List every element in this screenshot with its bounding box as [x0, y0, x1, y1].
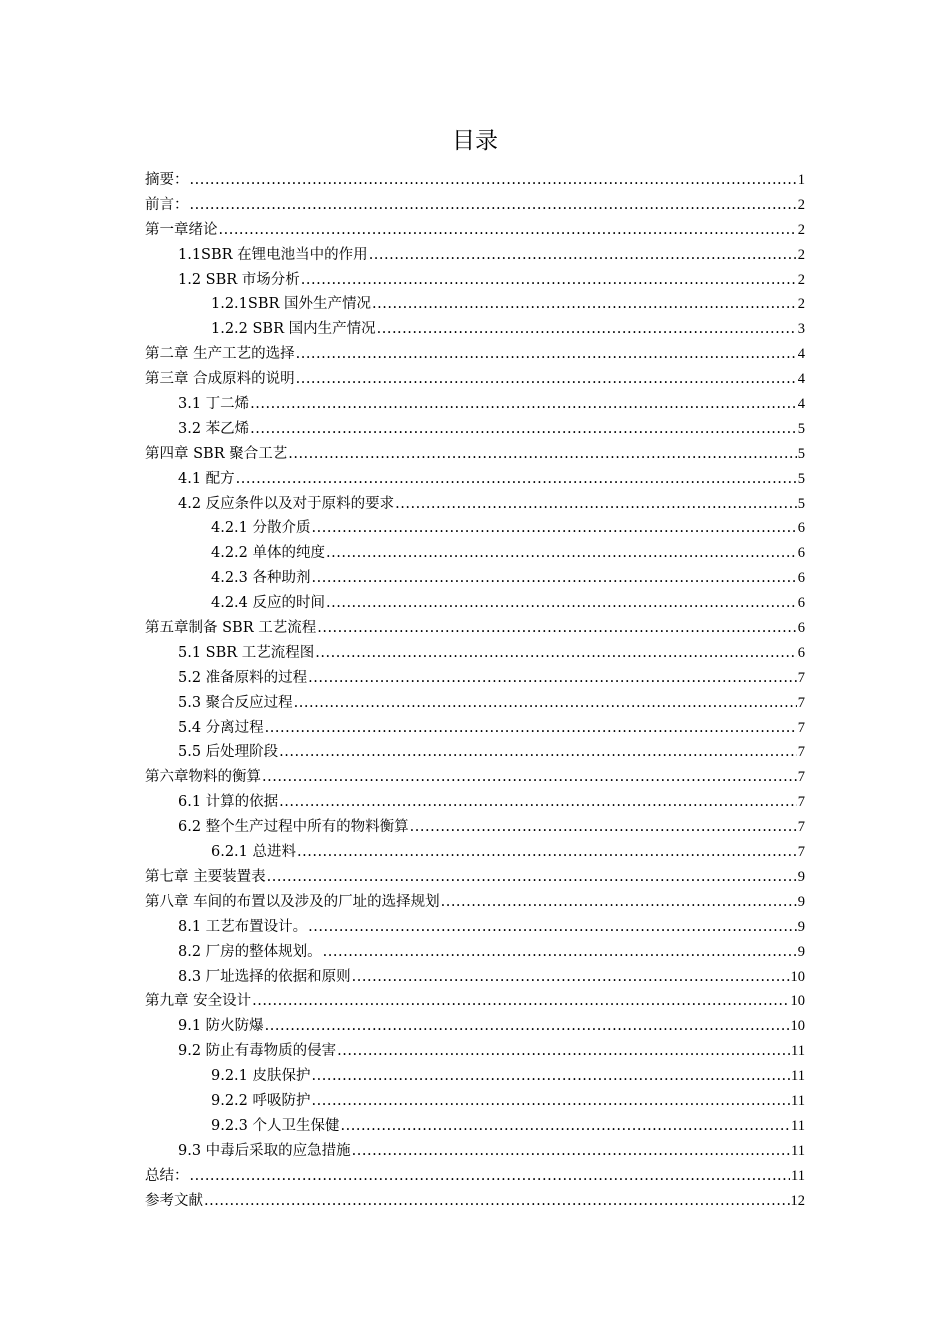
toc-dot-leader	[204, 1189, 790, 1214]
toc-entry-page-number: 3	[797, 321, 805, 338]
toc-entry-label: 第一章绪论	[145, 221, 218, 238]
toc-entry[interactable]	[145, 392, 805, 417]
toc-entry-label: 8.3 厂址选择的依据和原则	[178, 968, 351, 985]
toc-entry-label: 5.5 后处理阶段	[178, 744, 279, 761]
toc-dot-leader	[323, 940, 797, 965]
toc-dot-leader	[190, 193, 797, 218]
toc-entry[interactable]	[145, 1114, 805, 1139]
toc-dot-leader	[279, 790, 797, 815]
toc-dot-leader	[395, 492, 797, 517]
toc-entry-page-number: 9	[797, 918, 805, 935]
toc-entry[interactable]	[145, 516, 805, 541]
toc-entry-label: 4.2.3 各种助剂	[211, 570, 311, 587]
toc-dot-leader	[308, 915, 797, 940]
toc-entry[interactable]	[145, 1189, 805, 1214]
toc-entry[interactable]	[145, 467, 805, 492]
toc-entry-page-number: 9	[797, 893, 805, 910]
toc-entry[interactable]	[145, 740, 805, 765]
toc-entry-page-number: 9	[797, 868, 805, 885]
toc-dot-leader	[236, 467, 797, 492]
toc-entry[interactable]	[145, 417, 805, 442]
toc-entry-label: 第二章 生产工艺的选择	[145, 346, 295, 363]
toc-entry-label: 5.2 准备原料的过程	[178, 669, 308, 686]
toc-entry[interactable]	[145, 591, 805, 616]
toc-entry-page-number: 6	[797, 520, 805, 537]
toc-entry[interactable]	[145, 193, 805, 218]
toc-dot-leader	[296, 342, 797, 367]
toc-entry-label: 第七章 主要装置表	[145, 868, 266, 885]
toc-entry[interactable]	[145, 815, 805, 840]
toc-dot-leader	[294, 691, 797, 716]
toc-dot-leader	[352, 965, 790, 990]
toc-entry-page-number: 6	[797, 570, 805, 587]
toc-entry-page-number: 7	[797, 819, 805, 836]
toc-entry-label: 第三章 合成原料的说明	[145, 371, 295, 388]
toc-entry-page-number: 6	[797, 644, 805, 661]
toc-entry-page-number: 7	[797, 769, 805, 786]
toc-entry[interactable]	[145, 691, 805, 716]
toc-entry-label: 摘要：	[145, 172, 189, 188]
toc-dot-leader	[250, 417, 797, 442]
toc-entry-page-number: 2	[797, 246, 805, 263]
toc-entry[interactable]	[145, 989, 805, 1014]
toc-dot-leader	[312, 1089, 791, 1114]
toc-dot-leader	[288, 442, 797, 467]
toc-entry[interactable]	[145, 865, 805, 890]
toc-entry-page-number: 2	[797, 271, 805, 288]
toc-entry-label: 9.2 防止有毒物质的侵害	[178, 1043, 337, 1060]
toc-entry[interactable]	[145, 292, 805, 317]
toc-entry-label: 参考文献	[145, 1192, 203, 1209]
toc-entry-page-number: 11	[791, 1043, 805, 1060]
toc-entry-label: 3.2 苯乙烯	[178, 420, 250, 437]
toc-entry-label: 4.2.2 单体的纯度	[211, 545, 326, 562]
toc-entry-page-number: 7	[797, 844, 805, 861]
toc-entry-label: 第八章 车间的布置以及涉及的厂址的选择规划	[145, 893, 440, 910]
toc-dot-leader	[296, 367, 797, 392]
toc-dot-leader	[301, 268, 797, 293]
toc-entry[interactable]	[145, 1089, 805, 1114]
toc-entry-page-number: 4	[797, 396, 805, 413]
toc-entry[interactable]	[145, 342, 805, 367]
toc-entry-label: 5.4 分离过程	[178, 719, 264, 736]
toc-entry-label: 8.1 工艺布置设计。	[178, 918, 308, 935]
toc-dot-leader	[190, 1164, 791, 1189]
toc-dot-leader	[326, 591, 797, 616]
toc-entry-page-number: 1	[797, 172, 805, 188]
toc-entry[interactable]	[145, 765, 805, 790]
toc-dot-leader	[267, 865, 797, 890]
toc-entry-page-number: 11	[791, 1117, 805, 1134]
toc-entry[interactable]	[145, 616, 805, 641]
toc-entry-label: 9.2.1 皮肤保护	[211, 1068, 311, 1085]
toc-entry-label: 9.1 防火防爆	[178, 1018, 264, 1035]
toc-dot-leader	[262, 765, 797, 790]
toc-dot-leader	[190, 168, 797, 193]
toc-entry[interactable]	[145, 1164, 805, 1189]
toc-entry[interactable]	[145, 1014, 805, 1039]
toc-entry[interactable]	[145, 541, 805, 566]
toc-dot-leader	[377, 317, 797, 342]
toc-entry-label: 3.1 丁二烯	[178, 396, 250, 413]
toc-entry[interactable]	[145, 790, 805, 815]
toc-dot-leader	[441, 890, 797, 915]
toc-entry[interactable]	[145, 940, 805, 965]
toc-entry-page-number: 11	[791, 1167, 805, 1184]
toc-dot-leader	[315, 641, 796, 666]
toc-dot-leader	[312, 516, 797, 541]
toc-entry-page-number: 6	[797, 545, 805, 562]
toc-dot-leader	[265, 1014, 790, 1039]
toc-entry-page-number: 6	[797, 595, 805, 612]
toc-entry-label: 1.2.1SBR 国外生产情况	[211, 296, 372, 313]
toc-entry[interactable]	[145, 442, 805, 467]
toc-dot-leader	[250, 392, 797, 417]
toc-dot-leader	[312, 1064, 791, 1089]
toc-entry[interactable]	[145, 268, 805, 293]
toc-entry-label: 5.1 SBR 工艺流程图	[178, 644, 315, 661]
table-of-contents	[145, 168, 805, 1213]
toc-entry-label: 第五章制备 SBR 工艺流程	[145, 620, 317, 637]
toc-entry[interactable]	[145, 666, 805, 691]
toc-entry-label: 1.2.2 SBR 国内生产情况	[211, 321, 376, 338]
toc-entry-label: 4.2 反应条件以及对于原料的要求	[178, 495, 395, 512]
toc-entry[interactable]	[145, 965, 805, 990]
toc-entry-label: 9.2.3 个人卫生保健	[211, 1117, 340, 1134]
toc-entry[interactable]	[145, 492, 805, 517]
toc-entry-label: 1.1SBR 在锂电池当中的作用	[178, 246, 368, 263]
toc-entry-label: 4.2.4 反应的时间	[211, 595, 326, 612]
toc-dot-leader	[219, 218, 797, 243]
toc-entry-page-number: 12	[790, 1192, 805, 1209]
toc-entry-page-number: 10	[790, 993, 805, 1010]
toc-entry-page-number: 11	[791, 1068, 805, 1085]
toc-entry-page-number: 7	[797, 719, 805, 736]
toc-entry-label: 总结：	[145, 1167, 189, 1184]
toc-entry-label: 4.2.1 分散介质	[211, 520, 311, 537]
toc-entry-label: 5.3 聚合反应过程	[178, 694, 293, 711]
toc-entry[interactable]	[145, 1064, 805, 1089]
toc-entry-label: 第九章 安全设计	[145, 993, 252, 1010]
toc-entry[interactable]	[145, 317, 805, 342]
toc-entry[interactable]	[145, 641, 805, 666]
toc-entry-page-number: 2	[797, 196, 805, 213]
toc-entry-page-number: 6	[797, 620, 805, 637]
toc-entry-page-number: 5	[797, 470, 805, 487]
toc-dot-leader	[352, 1139, 790, 1164]
toc-entry-label: 8.2 厂房的整体规划。	[178, 943, 322, 960]
toc-entry-page-number: 7	[797, 669, 805, 686]
toc-entry[interactable]	[145, 716, 805, 741]
toc-entry-label: 6.2.1 总进料	[211, 844, 297, 861]
toc-entry-page-number: 4	[797, 371, 805, 388]
toc-entry-label: 9.3 中毒后采取的应急措施	[178, 1142, 351, 1159]
toc-entry[interactable]	[145, 168, 805, 193]
toc-dot-leader	[326, 541, 797, 566]
toc-dot-leader	[372, 292, 797, 317]
toc-dot-leader	[279, 740, 797, 765]
toc-entry-page-number: 10	[790, 1018, 805, 1035]
toc-entry-page-number: 4	[797, 346, 805, 363]
toc-dot-leader	[410, 815, 797, 840]
toc-entry-label: 第四章 SBR 聚合工艺	[145, 445, 288, 462]
toc-entry-label: 6.1 计算的依据	[178, 794, 279, 811]
toc-entry-page-number: 5	[797, 445, 805, 462]
toc-entry[interactable]	[145, 218, 805, 243]
toc-dot-leader	[317, 616, 797, 641]
toc-entry[interactable]	[145, 243, 805, 268]
toc-dot-leader	[312, 566, 797, 591]
toc-entry[interactable]	[145, 1039, 805, 1064]
toc-entry-label: 6.2 整个生产过程中所有的物料衡算	[178, 819, 409, 836]
toc-entry-page-number: 2	[797, 296, 805, 313]
toc-dot-leader	[337, 1039, 790, 1064]
toc-entry[interactable]	[145, 1139, 805, 1164]
toc-entry[interactable]	[145, 915, 805, 940]
toc-dot-leader	[265, 716, 797, 741]
toc-entry[interactable]	[145, 890, 805, 915]
toc-entry-page-number: 7	[797, 744, 805, 761]
toc-entry-page-number: 11	[791, 1142, 805, 1159]
toc-entry-page-number: 11	[791, 1092, 805, 1109]
toc-entry[interactable]	[145, 566, 805, 591]
toc-dot-leader	[252, 989, 789, 1014]
toc-entry-page-number: 9	[797, 943, 805, 960]
toc-entry-page-number: 10	[790, 968, 805, 985]
toc-entry-label: 第六章物料的衡算	[145, 769, 261, 786]
toc-entry-label: 1.2 SBR 市场分析	[178, 271, 300, 288]
toc-entry-label: 9.2.2 呼吸防护	[211, 1092, 311, 1109]
toc-dot-leader	[341, 1114, 791, 1139]
toc-dot-leader	[369, 243, 797, 268]
toc-entry-page-number: 7	[797, 794, 805, 811]
toc-dot-leader	[297, 840, 797, 865]
toc-entry[interactable]	[145, 367, 805, 392]
toc-entry[interactable]	[145, 840, 805, 865]
page-title: 目录	[452, 128, 498, 154]
toc-entry-page-number: 5	[797, 495, 805, 512]
toc-entry-label: 前言：	[145, 196, 189, 213]
toc-entry-page-number: 5	[797, 420, 805, 437]
toc-entry-label: 4.1 配方	[178, 470, 235, 487]
toc-dot-leader	[308, 666, 797, 691]
toc-entry-page-number: 7	[797, 694, 805, 711]
toc-entry-page-number: 2	[797, 221, 805, 238]
